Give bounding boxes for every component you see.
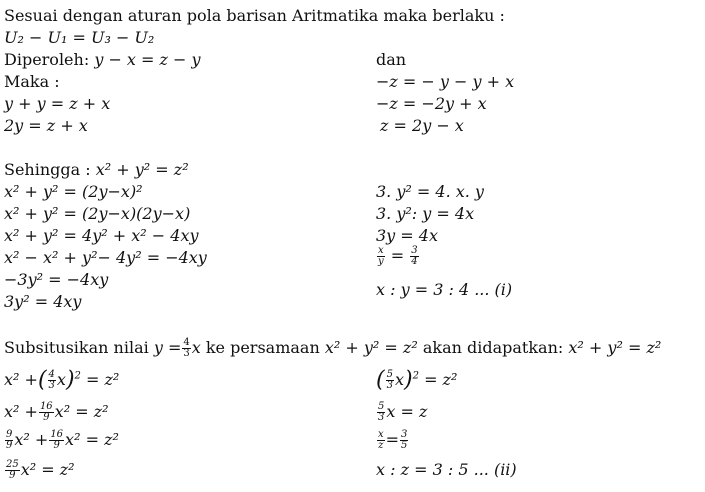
fraction-4-over-3: $\frac{4}{3}$ (183, 337, 190, 359)
intro-text: Sesuai dengan aturan pola barisan Aritmatika maka berlaku : (4, 6, 505, 25)
fraction-3-over-4: $\frac{3}{4}$ (411, 245, 418, 267)
left-b-2: x² + y² = 4y² + x² − 4xy (4, 226, 199, 245)
right-a2: −z = −2y + x (376, 94, 487, 113)
equation-u: U₂ − U₁ = U₃ − U₂ (4, 28, 155, 47)
right-b-2: 3y = 4x (376, 226, 438, 245)
substitute-line (4, 338, 661, 359)
left-b-5: 3y² = 4xy (4, 292, 82, 311)
left-b-0: x² + y² = (2y−x)² (4, 182, 143, 201)
subst-eq2: x² + y² = z² (568, 338, 662, 357)
dan-label: dan (376, 50, 407, 69)
left-b-1: x² + y² = (2y−x)(2y−x) (4, 204, 191, 223)
subst-mid: ke persamaan (205, 338, 320, 357)
subst-x: x (191, 338, 201, 357)
right-a3: z = 2y − x (380, 116, 464, 135)
right-b-0: 3. y² = 4. x. y (376, 182, 484, 201)
diperoleh-label: Diperoleh: (4, 50, 90, 69)
subst-pre: Subsitusikan nilai (4, 338, 149, 357)
right-c2: $\frac{5}{3}$ x = z (378, 401, 428, 423)
left-c3: $\frac{9}{9}$ x² + $\frac{16}{9}$ x² = z² (6, 429, 119, 451)
maka-label: Maka : (4, 72, 60, 91)
subst-y: y = (153, 338, 182, 357)
sehingga-label: Sehingga : (4, 160, 91, 179)
sehingga-equation: x² + y² = z² (95, 160, 189, 179)
right-b-fraction-line: $\frac{x}{y}$ = $\frac{3}{4}$ (378, 245, 418, 267)
left-c4: $\frac{25}{9}$ x² = z² (6, 459, 75, 481)
right-a1: −z = − y − y + x (376, 72, 515, 91)
left-a1: y + y = z + x (4, 94, 111, 113)
right-c3: $\frac{x}{z}$ = $\frac{3}{5}$ (378, 429, 408, 451)
right-c1: ( $\frac{5}{3}$ x)$^2$ = z² (376, 367, 458, 393)
diperoleh-equation: y − x = z − y (94, 50, 201, 69)
sehingga-line (4, 160, 189, 180)
fraction-x-over-y: $\frac{x}{y}$ (378, 245, 384, 267)
result-ii: x : z = 3 : 5 ... (ii) (376, 460, 517, 479)
subst-mid2: akan didapatkan: (422, 338, 564, 357)
left-a2: 2y = z + x (4, 116, 88, 135)
left-c1: x² +( $\frac{4}{3}$ x)$^2$ = z² (4, 367, 120, 393)
diperoleh-line (4, 50, 201, 70)
subst-eq1: x² + y² = z² (324, 338, 418, 357)
right-b-1: 3. y²: y = 4x (376, 204, 475, 223)
result-i: x : y = 3 : 4 ... (i) (376, 280, 513, 299)
left-c2: x² + $\frac{16}{9}$ x² = z² (4, 401, 109, 423)
left-b-3: x² − x² + y²− 4y² = −4xy (4, 248, 207, 267)
left-b-4: −3y² = −4xy (4, 270, 109, 289)
